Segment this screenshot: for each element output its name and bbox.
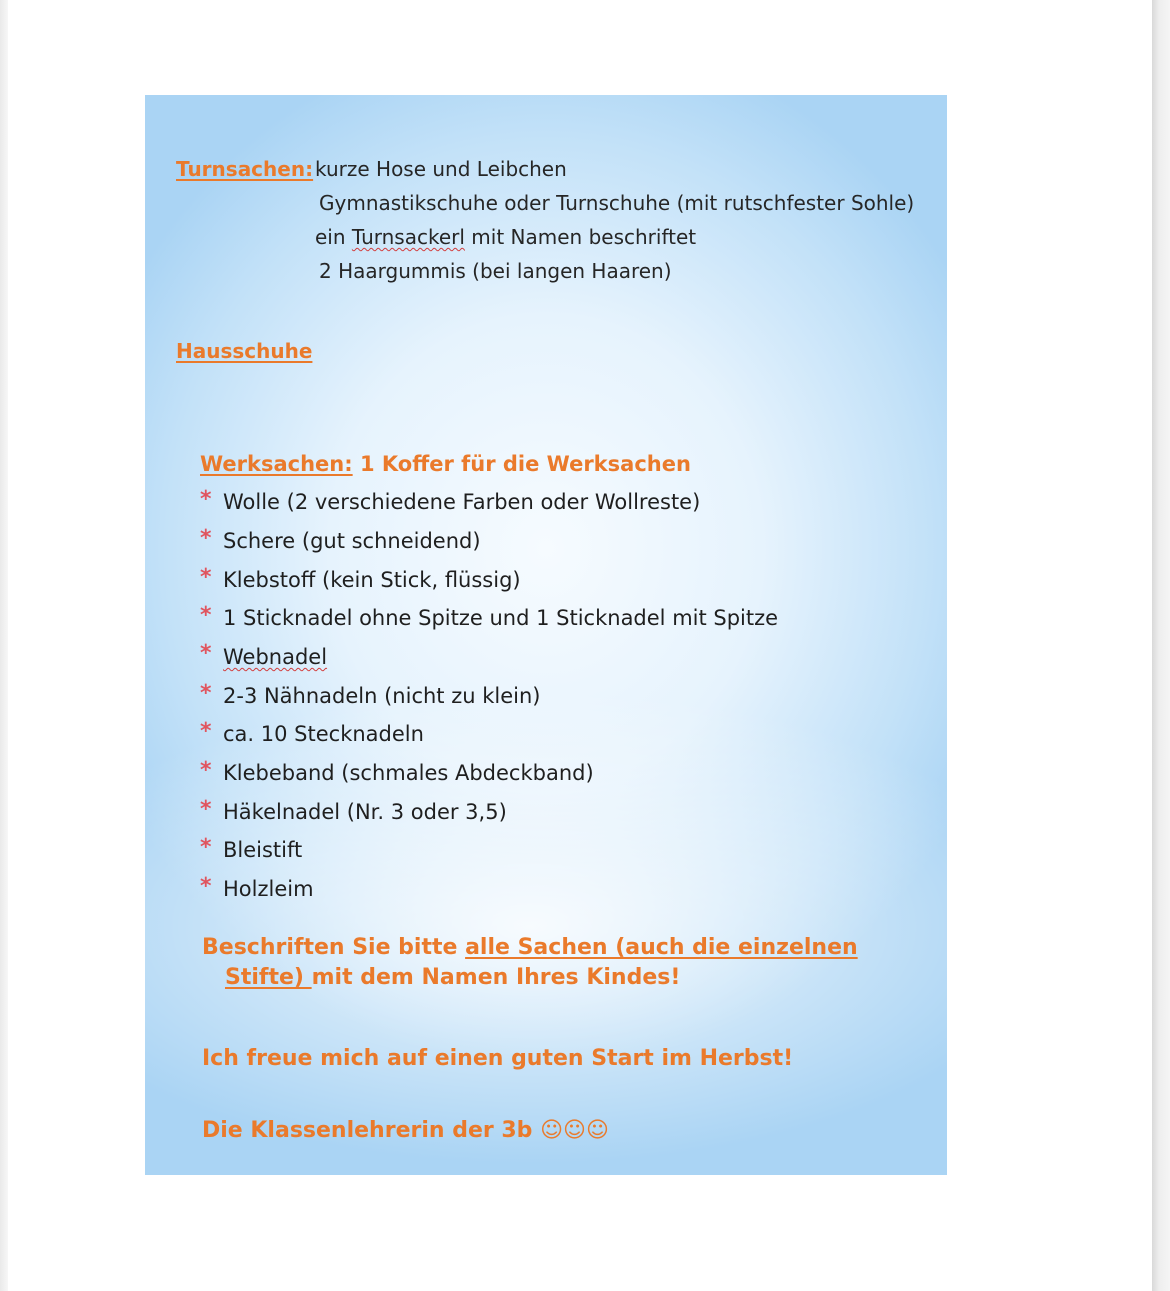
greeting: Ich freue mich auf einen guten Start im Herbst!	[202, 1046, 794, 1071]
asterisk-bullet-icon: *	[200, 719, 212, 744]
werksachen-item-klebstoff: Klebstoff (kein Stick, flüssig)	[223, 568, 521, 592]
asterisk-bullet-icon: *	[200, 641, 212, 666]
turnsachen-line-3	[315, 225, 696, 249]
turnsachen-line-2: Gymnastikschuhe oder Turnschuhe (mit rutschfester Sohle)	[319, 191, 915, 215]
asterisk-bullet-icon: *	[200, 565, 212, 590]
list-item	[200, 835, 212, 860]
hausschuhe-label: Hausschuhe	[176, 339, 313, 363]
list-item	[200, 641, 212, 666]
werksachen-item-sticknadel: 1 Sticknadel ohne Spitze und 1 Sticknadel mit Spitze	[223, 606, 779, 630]
viewer-scrollbar[interactable]	[1152, 0, 1170, 1291]
werksachen-title-rest: 1 Koffer für die Werksachen	[352, 452, 691, 476]
asterisk-bullet-icon: *	[200, 603, 212, 628]
list-item	[200, 681, 212, 706]
document-page	[145, 95, 947, 1175]
list-item	[200, 797, 212, 822]
list-item	[200, 874, 212, 899]
turnsachen-line-3-rest: Namen beschriftet	[510, 225, 697, 249]
note-line-2	[225, 965, 680, 990]
asterisk-bullet-icon: *	[200, 835, 212, 860]
list-item	[200, 603, 212, 628]
werksachen-item-naehnadeln: 2-3 Nähnadeln (nicht zu klein)	[223, 684, 541, 708]
asterisk-bullet-icon: *	[200, 681, 212, 706]
list-item	[200, 487, 212, 512]
turnsachen-line-1: kurze Hose und Leibchen	[315, 157, 567, 181]
note-part-1: Beschriften Sie bitte	[202, 935, 466, 960]
werksachen-heading	[200, 452, 691, 476]
turnsachen-label: Turnsachen:	[176, 157, 314, 181]
viewer-left-edge	[0, 0, 8, 1291]
asterisk-bullet-icon: *	[200, 758, 212, 783]
asterisk-bullet-icon: *	[200, 874, 212, 899]
asterisk-bullet-icon: *	[200, 487, 212, 512]
list-item	[200, 758, 212, 783]
note-line-1	[202, 935, 858, 960]
werksachen-item-schere: Schere (gut schneidend)	[223, 529, 481, 553]
turnsachen-line-3-prefix: ein	[315, 225, 352, 249]
spelling-flag-turnsackerl: Turnsackerl	[351, 225, 465, 249]
note-part-2: alle Sachen (auch die einzelnen	[465, 935, 858, 960]
werksachen-item-bleistift: Bleistift	[223, 838, 303, 862]
werksachen-item-stecknadeln: ca. 10 Stecknadeln	[223, 722, 424, 746]
werksachen-item-klebeband: Klebeband (schmales Abdeckband)	[223, 761, 594, 785]
note-part-4: mit dem Namen Ihres Kindes!	[311, 965, 681, 990]
asterisk-bullet-icon: *	[200, 526, 212, 551]
werksachen-label: Werksachen:	[200, 452, 353, 476]
turnsachen-line-3-middle: mit	[464, 225, 511, 249]
werksachen-item-wolle: Wolle (2 verschiedene Farben oder Wollreste)	[223, 490, 701, 514]
signature: Die Klassenlehrerin der 3b ☺☺☺	[202, 1118, 609, 1143]
note-part-3: Stifte)	[225, 965, 312, 990]
asterisk-bullet-icon: *	[200, 797, 212, 822]
werksachen-item-haekelnadel: Häkelnadel (Nr. 3 oder 3,5)	[223, 800, 507, 824]
turnsachen-line-4: 2 Haargummis (bei langen Haaren)	[319, 259, 672, 283]
werksachen-item-holzleim: Holzleim	[223, 877, 314, 901]
list-item	[200, 526, 212, 551]
list-item	[200, 565, 212, 590]
werksachen-item-webnadel: Webnadel	[223, 645, 328, 669]
list-item	[200, 719, 212, 744]
